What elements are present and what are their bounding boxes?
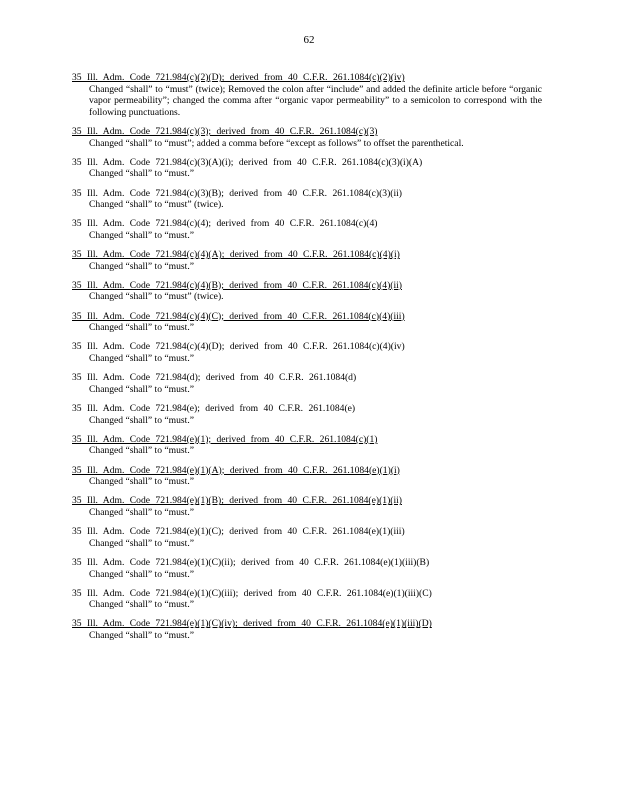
amendment-entry [72, 618, 542, 641]
entry-note: Changed “shall” to “must.” [89, 630, 194, 642]
entry-citation: 35 Ill. Adm. Code 721.984(e)(1); derived from 40 C.F.R. 261.1084(c)(1) [72, 433, 378, 445]
entry-note: Changed “shall” to “must.” [89, 260, 194, 272]
entry-citation: 35 Ill. Adm. Code 721.984(e)(1)(A); derived from 40 C.F.R. 261.1084(e)(1)(i) [72, 464, 400, 476]
amendment-entry [72, 157, 542, 180]
entry-citation: 35 Ill. Adm. Code 721.984(e)(1)(C)(iv); derived from 40 C.F.R. 261.1084(e)(1)(iii)(D) [72, 618, 432, 630]
entry-note: Changed “shall” to “must.” [89, 353, 194, 365]
entry-citation: 35 Ill. Adm. Code 721.984(c)(2)(D); derived from 40 C.F.R. 261.1084(c)(2)(iv) [72, 72, 405, 83]
amendment-notes-list [72, 72, 542, 649]
entry-note: Changed “shall” to “must.” [89, 168, 194, 180]
amendment-entry [72, 311, 542, 334]
entry-citation: 35 Ill. Adm. Code 721.984(c)(3)(A)(i); derived from 40 C.F.R. 261.1084(c)(3)(i)(A) [72, 156, 423, 168]
entry-note: Changed “shall” to “must.” [89, 445, 194, 457]
entry-citation: 35 Ill. Adm. Code 721.984(c)(4)(D); derived from 40 C.F.R. 261.1084(c)(4)(iv) [72, 341, 405, 353]
entry-note: Changed “shall” to “must.” [89, 414, 194, 426]
amendment-entry [72, 434, 542, 457]
entry-note: Changed “shall” to “must.” [89, 383, 194, 395]
entry-citation: 35 Ill. Adm. Code 721.984(c)(4); derived from 40 C.F.R. 261.1084(c)(4) [72, 218, 378, 230]
entry-citation: 35 Ill. Adm. Code 721.984(c)(4)(A); derived from 40 C.F.R. 261.1084(c)(4)(i) [72, 249, 400, 261]
amendment-entry [72, 372, 542, 395]
amendment-entry [72, 588, 542, 611]
entry-note: Changed “shall” to “must” (twice); Removed the colon after “include” and added the definite article before “organic vapor permeability”; changed the comma after “organic vapor permeability” to a semicolon to correspond with the following punctuations. [89, 83, 542, 118]
entry-note: Changed “shall” to “must”; added a comma before “except as follows” to offset the parenthetical. [89, 137, 464, 149]
entry-note: Changed “shall” to “must.” [89, 322, 194, 334]
entry-citation: 35 Ill. Adm. Code 721.984(e)(1)(C)(iii); derived from 40 C.F.R. 261.1084(e)(1)(iii)(C) [72, 587, 432, 599]
amendment-entry [72, 557, 542, 580]
entry-note: Changed “shall” to “must.” [89, 568, 194, 580]
page-number: 62 [303, 34, 315, 46]
amendment-entry [72, 280, 542, 303]
amendment-entry [72, 341, 542, 364]
entry-citation: 35 Ill. Adm. Code 721.984(c)(4)(C); derived from 40 C.F.R. 261.1084(c)(4)(iii) [72, 310, 405, 322]
amendment-entry [72, 188, 542, 211]
entry-citation: 35 Ill. Adm. Code 721.984(e)(1)(C)(ii); derived from 40 C.F.R. 261.1084(e)(1)(iii)(B) [72, 556, 430, 568]
amendment-entry [72, 72, 542, 118]
entry-citation: 35 Ill. Adm. Code 721.984(c)(3)(B); derived from 40 C.F.R. 261.1084(c)(3)(ii) [72, 187, 402, 199]
entry-note: Changed “shall” to “must.” [89, 476, 194, 488]
entry-note: Changed “shall” to “must.” [89, 229, 194, 241]
entry-note: Changed “shall” to “must.” [89, 599, 194, 611]
entry-note: Changed “shall” to “must.” [89, 537, 194, 549]
entry-citation: 35 Ill. Adm. Code 721.984(e); derived from 40 C.F.R. 261.1084(e) [72, 403, 356, 414]
entry-citation: 35 Ill. Adm. Code 721.984(e)(1)(C); derived from 40 C.F.R. 261.1084(e)(1)(iii) [72, 526, 405, 538]
amendment-entry [72, 465, 542, 488]
entry-citation: 35 Ill. Adm. Code 721.984(d); derived from 40 C.F.R. 261.1084(d) [72, 372, 357, 384]
entry-citation: 35 Ill. Adm. Code 721.984(c)(3); derived from 40 C.F.R. 261.1084(c)(3) [72, 125, 378, 137]
amendment-entry [72, 249, 542, 272]
entry-note: Changed “shall” to “must.” [89, 506, 194, 518]
entry-citation: 35 Ill. Adm. Code 721.984(e)(1)(B); derived from 40 C.F.R. 261.1084(e)(1)(ii) [72, 495, 402, 507]
amendment-entry [72, 218, 542, 241]
amendment-entry [72, 495, 542, 518]
amendment-entry [72, 403, 542, 426]
entry-note: Changed “shall” to “must” (twice). [89, 291, 224, 303]
amendment-entry [72, 526, 542, 549]
entry-citation: 35 Ill. Adm. Code 721.984(c)(4)(B); derived from 40 C.F.R. 261.1084(c)(4)(ii) [72, 279, 402, 291]
amendment-entry [72, 126, 542, 149]
entry-note: Changed “shall” to “must” (twice). [89, 199, 224, 211]
